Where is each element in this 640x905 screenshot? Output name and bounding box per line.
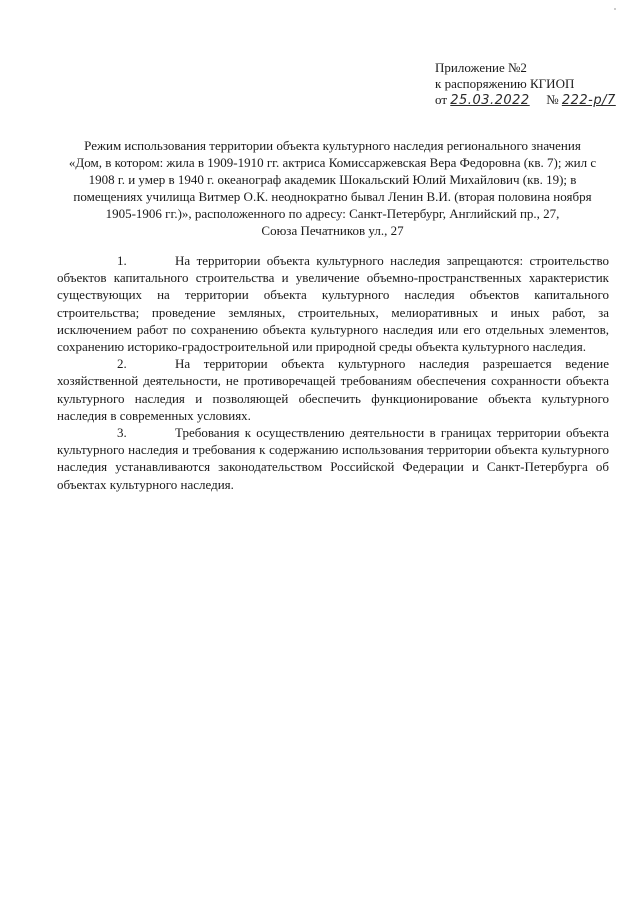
title-line: помещениях училища Витмер О.К. неоднократно бывал Ленин В.И. (вторая половина ноября: [73, 189, 592, 204]
title-line: 1908 г. и умер в 1940 г. океанограф академик Шокальский Юлий Михайлович (кв. 19); в: [88, 172, 577, 187]
number-prefix: №: [546, 92, 559, 107]
appendix-date-number-line: [435, 92, 625, 109]
title-line: «Дом, в котором: жила в 1909-1910 гг. актриса Комиссаржевская Вера Федоровна (кв. 7); жил с: [68, 155, 597, 170]
appendix-title: Приложение №2: [435, 60, 527, 75]
appendix-order-ref: к распоряжению КГИОП: [435, 76, 575, 91]
title-line: Режим использования территории объекта культурного наследия регионального значения: [84, 138, 581, 153]
handwritten-number: 222-р/7: [561, 93, 616, 108]
paragraph-number: 1.: [117, 253, 127, 268]
paragraph-text: На территории объекта культурного наследия запрещаются: строительство объектов капитального строительства и увеличение объемно-пространственных характеристик существующих на территории объекта культурного наследия объектов капитального строительства; проведение земляных, строительных, мелиоративных и иных работ, за исключением работ по сохранению объекта культурного наследия или его отдельных элементов, сохранению историко-градостроительной или природной среды объекта культурного наследия.: [57, 253, 609, 355]
document-title: [55, 137, 610, 239]
paragraph-number: 2.: [117, 356, 127, 372]
date-prefix: от: [435, 92, 448, 107]
scan-speck: [614, 8, 616, 10]
paragraph-3: [57, 424, 609, 493]
paragraph-text: Требования к осуществлению деятельности в границах территории объекта культурного наследия и требования к содержанию использования территории объекта культурного наследия устанавливаются законодательством Российской Федерации и Санкт-Петербурга об объектах культурного наследия.: [57, 425, 609, 492]
title-line: 1905-1906 гг.)», расположенного по адресу: Санкт-Петербург, Английский пр., 27,: [105, 206, 560, 221]
handwritten-date: 25.03.2022: [450, 93, 530, 108]
paragraph-1: [57, 252, 609, 355]
title-line: Союза Печатников ул., 27: [261, 223, 404, 238]
document-body: [57, 252, 609, 493]
paragraph-2: [57, 355, 609, 424]
paragraph-number: 3.: [117, 425, 127, 441]
appendix-header: [435, 60, 625, 109]
paragraph-text: На территории объекта культурного наследия разрешается ведение хозяйственной деятельности, не противоречащей требованиям обеспечения сохранности объекта культурного наследия и позволяющей обеспечить функционирование объекта культурного наследия в современных условиях.: [57, 356, 609, 423]
